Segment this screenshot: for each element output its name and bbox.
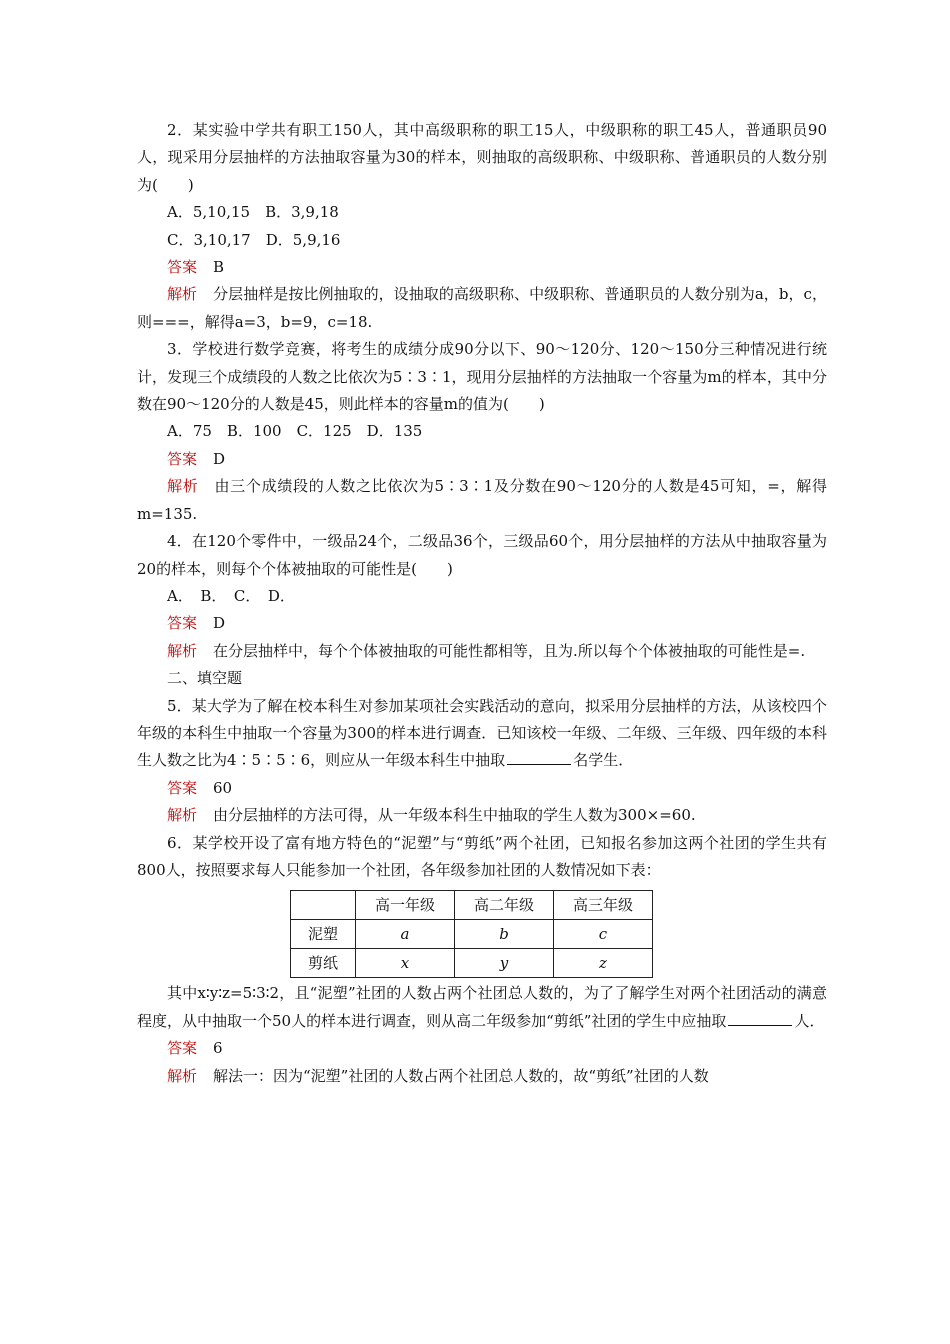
q3-analysis [137, 473, 827, 528]
club-table [290, 890, 653, 978]
section-title: 二、填空题 [167, 669, 243, 688]
answer-value: 6 [213, 1039, 223, 1058]
q5-stem-tail: 名学生． [573, 751, 634, 770]
q2-options-line2: C．3,10,17 D．5,9,16 [167, 230, 341, 249]
q2-answer [137, 254, 827, 281]
table-row [291, 920, 653, 949]
table-cell-var: y [499, 954, 509, 973]
q2-analysis [137, 281, 827, 336]
analysis-label: 解析 [167, 477, 199, 496]
q5-answer [137, 775, 827, 802]
table-cell [356, 949, 455, 978]
table-header-row [291, 891, 653, 920]
q5-stem [137, 693, 827, 775]
answer-label: 答案 [167, 614, 198, 633]
table-cell: 泥塑 [291, 920, 356, 949]
q2-stem: 2．某实验中学共有职工150人，其中高级职称的职工15人，中级职称的职工45人，普通职员90人，现采用分层抽样的方法抽取容量为30的样本，则抽取的高级职称、中级职称、普通职员的人数分别为( ) [137, 121, 827, 194]
table-header-cell: 高一年级 [356, 891, 455, 920]
fill-blank [728, 1011, 792, 1026]
q3-options: A．75 B．100 C．125 D．135 [167, 422, 423, 441]
table-cell [356, 920, 455, 949]
answer-label: 答案 [167, 1039, 198, 1058]
q5-analysis [137, 802, 827, 829]
q6-after-tail: 人． [794, 1011, 825, 1030]
analysis-text: 解法一：因为“泥塑”社团的人数占两个社团总人数的，故“剪纸”社团的人数 [213, 1066, 709, 1085]
analysis-label: 解析 [167, 806, 198, 825]
analysis-text: 由分层抽样的方法可得，从一年级本科生中抽取的学生人数为300×=60. [213, 806, 696, 825]
q3-answer [137, 446, 827, 473]
q6-after-text: 其中x∶y∶z=5∶3∶2，且“泥塑”社团的人数占两个社团总人数的，为了了解学生对两个社团活动的满意程度，从中抽取一个50人的样本进行调查，则从高二年级参加“剪纸”社团的学生中应抽取 [137, 984, 827, 1030]
table-row [291, 949, 653, 978]
table-cell-var: c [598, 925, 608, 944]
table-cell-var: b [499, 925, 509, 944]
q5-stem-text: 5．某大学为了解在校本科生对参加某项社会实践活动的意向，拟采用分层抽样的方法，从该校四个年级的本科生中抽取一个容量为300的样本进行调查．已知该校一年级、二年级、三年级、四年级的本科生人数之比为4∶5∶5∶6，则应从一年级本科生中抽取 [137, 696, 827, 770]
table-cell-var: z [599, 954, 607, 973]
table-header-cell: 高三年级 [554, 891, 653, 920]
answer-value: 60 [213, 778, 233, 797]
table-cell-var: x [400, 954, 410, 973]
answer-label: 答案 [167, 258, 198, 277]
table-header-cell: 高二年级 [455, 891, 554, 920]
q6-stem: 6．某学校开设了富有地方特色的“泥塑”与“剪纸”两个社团，已知报名参加这两个社团的学生共有800人，按照要求每人只能参加一个社团，各年级参加社团的人数情况如下表： [137, 833, 827, 879]
analysis-label: 解析 [167, 641, 198, 660]
analysis-label: 解析 [167, 285, 198, 304]
document-content [137, 117, 827, 1090]
table-cell [554, 920, 653, 949]
q4-answer [137, 610, 827, 637]
analysis-text: 由三个成绩段的人数之比依次为5∶3∶1及分数在90～120分的人数是45可知，=，解得m=135. [137, 477, 827, 523]
answer-label: 答案 [167, 449, 198, 468]
table-cell [455, 920, 554, 949]
q6-answer [137, 1035, 827, 1062]
answer-value: D [213, 614, 226, 633]
answer-value: D [213, 449, 226, 468]
answer-label: 答案 [167, 778, 198, 797]
q3-stem: 3．学校进行数学竞赛，将考生的成绩分成90分以下、90～120分、120～150分三种情况进行统计，发现三个成绩段的人数之比依次为5∶3∶1，现用分层抽样的方法抽取一个容量为m的样本，其中分数在90～120分的人数是45，则此样本的容量m的值为( ) [137, 340, 827, 414]
q6-after-table [137, 980, 827, 1035]
q2-options-line1: A．5,10,15 B．3,9,18 [167, 203, 339, 222]
analysis-text: 分层抽样是按比例抽取的，设抽取的高级职称、中级职称、普通职员的人数分别为a，b，c，则===，解得a=3，b=9，c=18. [137, 285, 827, 331]
analysis-text: 在分层抽样中，每个个体被抽取的可能性都相等，且为.所以每个个体被抽取的可能性是=. [213, 641, 806, 660]
table-header-cell [291, 891, 356, 920]
q4-stem: 4．在120个零件中，一级品24个，二级品36个，三级品60个，用分层抽样的方法从中抽取容量为20的样本，则每个个体被抽取的可能性是( ) [137, 532, 827, 578]
q6-analysis [137, 1063, 827, 1090]
table-cell-var: a [400, 925, 410, 944]
q4-analysis [137, 638, 827, 665]
table-cell [455, 949, 554, 978]
q4-options: A． B． C． D． [167, 586, 295, 605]
table-cell [554, 949, 653, 978]
table-cell: 剪纸 [291, 949, 356, 978]
answer-value: B [213, 258, 225, 277]
fill-blank [507, 750, 571, 765]
analysis-label: 解析 [167, 1066, 198, 1085]
